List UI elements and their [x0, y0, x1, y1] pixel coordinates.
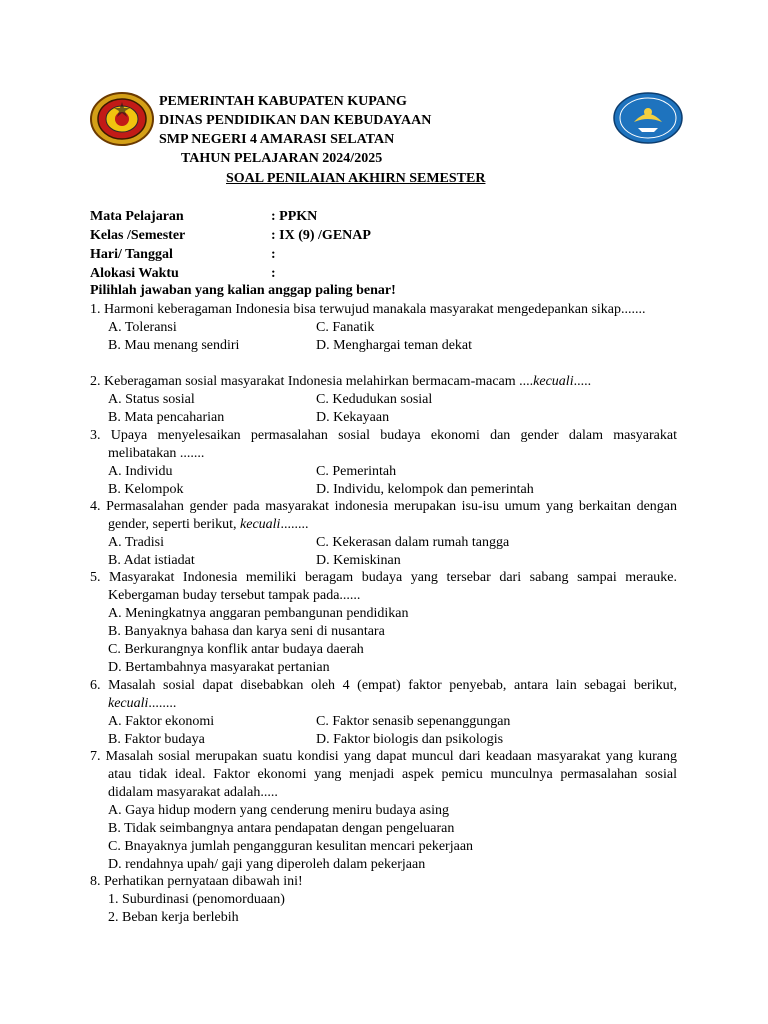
option-c: C. Kekerasan dalam rumah tangga [316, 535, 510, 550]
instruction-text: Pilihlah jawaban yang kalian anggap paling benar! [90, 283, 396, 298]
info-row-date [90, 245, 690, 264]
info-row-time [90, 264, 690, 283]
answer-options [108, 713, 677, 749]
option-b: B. Adat istiadat [108, 553, 195, 568]
option-c: C. Kedudukan sosial [316, 392, 433, 407]
academic-year: TAHUN PELAJARAN 2024/2025 [181, 151, 383, 166]
question-stem: 6. Masalah sosial dapat disebabkan oleh 4 (empat) faktor penyebab, antara lain sebagai berikut, kecuali........ [90, 678, 677, 711]
question-stem: 4. Permasalahan gender pada masyarakat indonesia merupakan isu-isu umum yang berkaitan dengan gender, seperti berikut, kecuali........ [90, 499, 677, 532]
option-c: C. Fanatik [316, 320, 375, 335]
option-b: B. Mata pencaharian [108, 410, 225, 425]
option-d: D. Individu, kelompok dan pemerintah [316, 482, 534, 497]
question-stem: 1. Harmoni keberagaman Indonesia bisa terwujud manakala masyarakat mengedepankan sikap....... [90, 302, 646, 317]
option-a: A. Meningkatnya anggaran pembangunan pendidikan [108, 606, 409, 621]
option-a: A. Gaya hidup modern yang cenderung meniru budaya asing [108, 803, 449, 818]
info-label: Hari/ Tanggal [90, 247, 173, 262]
option-d: D. Faktor biologis dan psikologis [316, 732, 504, 747]
answer-options [108, 391, 677, 427]
question-2 [90, 373, 677, 427]
question-3 [90, 427, 677, 499]
question-stem: 5. Masyarakat Indonesia memiliki beragam budaya yang tersebar dari sabang sampai merauke. Kebergaman buday tersebut tampak pada...... [90, 570, 677, 603]
school-name: SMP NEGERI 4 AMARASI SELATAN [159, 132, 395, 147]
info-value: : [271, 247, 276, 262]
option-b: B. Tidak seimbangnya antara pendapatan dengan pengeluaran [108, 821, 455, 836]
tut-wuri-handayani-logo-icon [612, 92, 684, 144]
info-value: : PPKN [271, 209, 318, 224]
answer-options [108, 534, 677, 570]
info-value: : IX (9) /GENAP [271, 228, 371, 243]
statement-list [108, 891, 677, 927]
question-6 [90, 677, 677, 749]
answer-options [108, 605, 677, 677]
option-d: D. Kemiskinan [316, 553, 401, 568]
info-row-subject [90, 207, 690, 226]
option-c: C. Pemerintah [316, 464, 397, 479]
statement-item: 1. Suburdinasi (penomorduaan) [108, 892, 285, 907]
info-row-class [90, 226, 690, 245]
option-c: C. Berkurangnya konflik antar budaya daerah [108, 642, 364, 657]
option-b: B. Faktor budaya [108, 732, 205, 747]
exam-title: SOAL PENILAIAN AKHIRN SEMESTER [226, 171, 486, 186]
question-5 [90, 569, 677, 677]
exam-info-table [90, 207, 690, 283]
option-a: A. Status sosial [108, 392, 195, 407]
option-d: D. rendahnya upah/ gaji yang diperoleh dalam pekerjaan [108, 857, 426, 872]
question-1 [90, 301, 677, 355]
answer-options [108, 463, 677, 499]
statement-item: 2. Beban kerja berlebih [108, 910, 239, 925]
info-label: Alokasi Waktu [90, 266, 179, 281]
option-b: B. Banyaknya bahasa dan karya seni di nusantara [108, 624, 385, 639]
question-8 [90, 873, 677, 927]
government-title: PEMERINTAH KABUPATEN KUPANG [159, 94, 407, 109]
option-a: A. Tradisi [108, 535, 165, 550]
option-c: C. Bnayaknya jumlah pengangguran kesulitan mencari pekerjaan [108, 839, 474, 854]
question-7 [90, 748, 677, 874]
answer-options [108, 319, 677, 355]
answer-options [108, 802, 677, 874]
option-d: D. Kekayaan [316, 410, 390, 425]
info-label: Mata Pelajaran [90, 209, 184, 224]
department-title: DINAS PENDIDIKAN DAN KEBUDAYAAN [159, 113, 432, 128]
option-b: B. Mau menang sendiri [108, 338, 240, 353]
option-a: A. Toleransi [108, 320, 177, 335]
question-4 [90, 498, 677, 570]
question-stem: 8. Perhatikan pernyataan dibawah ini! [90, 874, 303, 889]
option-b: B. Kelompok [108, 482, 184, 497]
info-label: Kelas /Semester [90, 228, 186, 243]
info-value: : [271, 266, 276, 281]
option-a: A. Faktor ekonomi [108, 714, 215, 729]
option-c: C. Faktor senasib sepenanggungan [316, 714, 511, 729]
question-stem: 3. Upaya menyelesaikan permasalahan sosial budaya ekonomi dan gender dalam masyarakat melibatakan ....... [90, 428, 677, 461]
option-a: A. Individu [108, 464, 173, 479]
question-stem: 7. Masalah sosial merupakan suatu kondisi yang dapat muncul dari keadaan masyarakat yang kurang atau tidak ideal. Faktor ekonomi yang menjadi aspek pemicu munculnya permasalahan sosial didalam masyarakat adalah..... [90, 749, 677, 800]
question-stem: 2. Keberagaman sosial masyarakat Indonesia melahirkan bermacam-macam ....kecuali..... [90, 374, 592, 389]
option-d: D. Menghargai teman dekat [316, 338, 473, 353]
option-d: D. Bertambahnya masyarakat pertanian [108, 660, 330, 675]
kupang-regency-emblem-icon [90, 92, 154, 146]
